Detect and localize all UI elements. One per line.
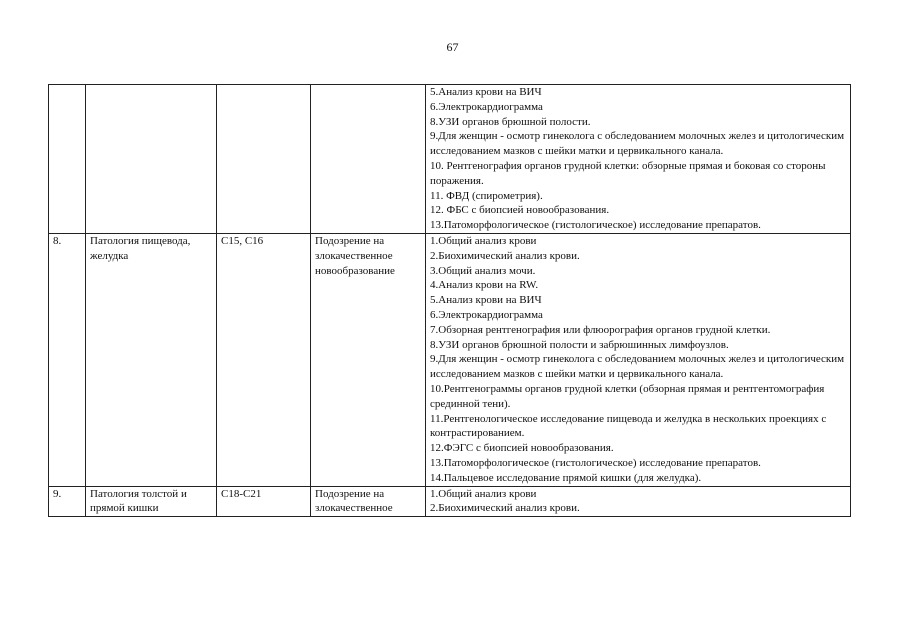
pathology-cell [86, 85, 217, 234]
procedure-item: 8.УЗИ органов брюшной полости и забрюшинных лимфоузлов. [430, 338, 729, 351]
diagnosis-cell [311, 85, 426, 234]
procedure-item: 6.Электрокардиограмма [430, 100, 543, 113]
procedure-item: 12. ФБС с биопсией новообразования. [430, 204, 610, 217]
procedure-item: 4.Анализ крови на RW. [430, 279, 539, 292]
procedure-item: 2.Биохимический анализ крови. [430, 502, 580, 515]
procedure-item: 2.Биохимический анализ крови. [430, 249, 580, 262]
procedure-item: 6.Электрокардиограмма [430, 308, 543, 321]
procedure-item: 1.Общий анализ крови [430, 234, 537, 247]
procedure-item: 5.Анализ крови на ВИЧ [430, 294, 542, 307]
procedures-cell [426, 85, 851, 234]
procedure-item: 3.Общий анализ мочи. [430, 264, 536, 277]
procedures-cell [426, 486, 851, 517]
examination-table [48, 84, 851, 517]
diagnosis-cell: Подозрение на злокачественное [311, 486, 426, 517]
procedure-item: 14.Пальцевое исследование прямой кишки (для желудка). [430, 471, 702, 484]
procedure-item: 13.Патоморфологическое (гистологическое) исследование препаратов. [430, 219, 761, 232]
table-row [49, 85, 851, 234]
procedure-item: 8.УЗИ органов брюшной полости. [430, 115, 591, 128]
procedure-item: 9.Для женщин - осмотр гинеколога с обследованием молочных желез и цитологическим исследованием мазков с шейки матки и цервикального канала. [430, 130, 845, 158]
procedure-item: 11.Рентгенологическое исследование пищевода и желудка в нескольких проекциях с контрастированием. [430, 412, 827, 440]
row-number-cell [49, 85, 86, 234]
icd-code-cell [217, 85, 311, 234]
table-row [49, 486, 851, 517]
page-number: 67 [446, 40, 459, 54]
procedure-item: 5.Анализ крови на ВИЧ [430, 86, 542, 98]
procedure-item: 9.Для женщин - осмотр гинеколога с обследованием молочных желез и цитологическим исследованием мазков с шейки матки и цервикального канала. [430, 353, 845, 381]
row-number-cell: 9. [49, 486, 86, 517]
procedure-item: 13.Патоморфологическое (гистологическое) исследование препаратов. [430, 456, 761, 469]
icd-code-cell: C18-C21 [217, 486, 311, 517]
pathology-cell: Патология толстой и прямой кишки [86, 486, 217, 517]
procedures-cell [426, 233, 851, 486]
procedure-item: 10.Рентгенограммы органов грудной клетки (обзорная прямая и рентгентомография срединной тени). [430, 382, 825, 410]
icd-code-cell: C15, C16 [217, 233, 311, 486]
procedure-item: 10. Рентгенография органов грудной клетки: обзорные прямая и боковая со стороны поражения. [430, 159, 826, 187]
row-number-cell: 8. [49, 233, 86, 486]
pathology-cell: Патология пищевода, желудка [86, 233, 217, 486]
procedure-item: 11. ФВД (спирометрия). [430, 189, 543, 202]
procedure-item: 7.Обзорная рентгенография или флюорография органов грудной клетки. [430, 323, 771, 336]
procedure-item: 1.Общий анализ крови [430, 487, 537, 500]
table-row [49, 233, 851, 486]
procedure-item: 12.ФЭГС с биопсией новообразования. [430, 442, 614, 455]
diagnosis-cell: Подозрение на злокачественное новообразование [311, 233, 426, 486]
